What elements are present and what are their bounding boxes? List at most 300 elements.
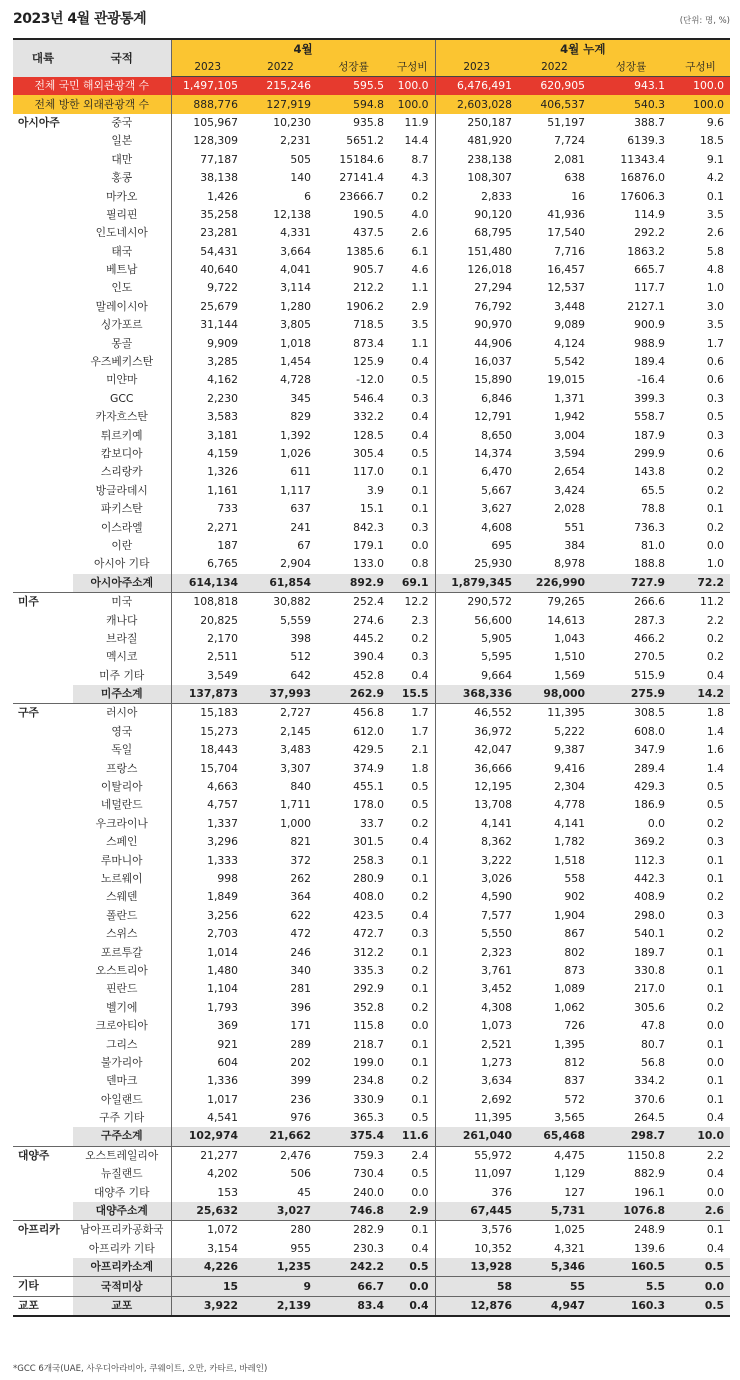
value-cell: 242.2 (317, 1258, 390, 1277)
table-row (13, 833, 730, 851)
nationality-cell: 네덜란드 (100, 798, 143, 812)
value-cell: 1,904 (554, 908, 585, 922)
value-cell: 250,187 (435, 114, 518, 132)
nationality-cell: 오스트레일리아 (85, 1148, 159, 1162)
value-cell: 1.1 (411, 336, 429, 350)
table-row (13, 426, 730, 444)
value-cell: 1.8 (411, 761, 429, 775)
subtotal-label: 대양주소계 (73, 1202, 171, 1221)
value-cell: 15,704 (171, 759, 244, 777)
value-cell: 7,716 (554, 244, 585, 258)
value-cell: 368,336 (435, 685, 518, 704)
value-cell: 546.4 (353, 391, 384, 405)
value-cell: -12.0 (356, 373, 384, 387)
value-cell: 0.1 (411, 1037, 429, 1051)
table-row (13, 888, 730, 906)
value-cell: 289 (290, 1037, 311, 1051)
value-cell: 137,873 (171, 685, 244, 704)
value-cell: 6,476,491 (435, 77, 518, 96)
value-cell: 23,281 (171, 224, 244, 242)
nationality-cell: 미주 기타 (99, 668, 145, 682)
continent-cell: 구주 (13, 704, 73, 1146)
value-cell: 1,337 (171, 815, 244, 833)
value-cell: 2,145 (280, 724, 311, 738)
value-cell: 3,452 (435, 980, 518, 998)
subtotal-label: 아프리카소계 (73, 1258, 171, 1277)
subtotal-label: 아시아주소계 (73, 574, 171, 593)
value-cell: 3,583 (171, 408, 244, 426)
header-col: 구성비 (671, 58, 730, 77)
nationality-cell: 그리스 (106, 1037, 138, 1051)
table-row (13, 851, 730, 869)
nationality-cell: 캄보디아 (100, 447, 143, 460)
value-cell: 4,590 (435, 888, 518, 906)
value-cell: 0.5 (411, 1111, 429, 1125)
value-cell: 4,159 (171, 445, 244, 463)
value-cell: 935.8 (353, 115, 384, 129)
header-nationality: 국적 (73, 39, 171, 77)
value-cell: 0.6 (706, 355, 725, 369)
value-cell: 905.7 (353, 263, 384, 277)
value-cell: 3,594 (554, 447, 585, 460)
nationality-cell: 이스라엘 (100, 520, 143, 534)
subtotal-row (13, 1277, 730, 1296)
value-cell: 2127.1 (627, 299, 665, 313)
value-cell: 188.8 (634, 557, 665, 571)
value-cell: 0.0 (671, 1277, 730, 1296)
value-cell: 638 (564, 171, 585, 185)
table-row (13, 1054, 730, 1072)
nationality-cell: 대만 (111, 152, 133, 166)
value-cell: 33.7 (359, 816, 384, 830)
value-cell: 30,882 (273, 595, 311, 609)
value-cell: 9,416 (554, 761, 585, 775)
value-cell: 126,018 (435, 261, 518, 279)
value-cell: 100.0 (671, 77, 730, 96)
value-cell: 9,722 (171, 279, 244, 297)
value-cell: 189.4 (634, 355, 665, 369)
value-cell: 13,708 (435, 796, 518, 814)
subtotal-label: 미주소계 (73, 685, 171, 704)
nationality-cell: 구주 기타 (99, 1111, 145, 1125)
nationality-cell: 카자흐스탄 (95, 410, 148, 424)
value-cell: 8,650 (435, 426, 518, 444)
value-cell: 3,285 (171, 353, 244, 371)
value-cell: 6139.3 (627, 134, 665, 148)
value-cell: 171 (290, 1019, 311, 1033)
table-row (13, 353, 730, 371)
value-cell: 4,124 (554, 336, 585, 350)
value-cell: 3.9 (366, 483, 384, 497)
table-row (13, 925, 730, 943)
nationality-cell: 인도네시아 (95, 226, 148, 240)
value-cell: 730.4 (353, 1167, 384, 1181)
table-body (13, 77, 730, 1317)
value-cell: 11.2 (699, 595, 725, 609)
nationality-cell: 브라질 (106, 631, 138, 645)
value-cell: 347.9 (634, 743, 665, 757)
value-cell: 330.8 (634, 963, 665, 977)
value-cell: 6,765 (171, 555, 244, 573)
table-row (13, 759, 730, 777)
value-cell: 1,392 (280, 428, 311, 442)
value-cell: 4,202 (171, 1165, 244, 1183)
value-cell: 12,791 (435, 408, 518, 426)
nationality-cell: 몽골 (111, 336, 133, 350)
value-cell: 0.4 (411, 668, 429, 682)
value-cell: 5,542 (554, 355, 585, 369)
value-cell: 4,308 (435, 999, 518, 1017)
value-cell: 69.1 (390, 574, 435, 593)
table-row (13, 630, 730, 648)
value-cell: 11.6 (390, 1127, 435, 1146)
value-cell: 15,183 (171, 704, 244, 723)
total-label: 전체 방한 외래관광객 수 (13, 95, 171, 113)
value-cell: 867 (564, 927, 585, 941)
value-cell: 4,162 (171, 371, 244, 389)
subtotal-row (13, 1127, 730, 1146)
value-cell: 226,990 (518, 574, 591, 593)
value-cell: 3,181 (171, 426, 244, 444)
value-cell: 4,947 (518, 1296, 591, 1316)
value-cell: 9.6 (706, 115, 725, 129)
table-row (13, 279, 730, 297)
value-cell: 604 (171, 1054, 244, 1072)
continent-cell: 아시아주 (13, 114, 73, 593)
value-cell: 3,922 (171, 1296, 244, 1316)
value-cell: 11,395 (547, 706, 585, 720)
value-cell: 4.6 (411, 263, 429, 277)
value-cell: 0.1 (411, 853, 429, 867)
value-cell: 196.1 (634, 1185, 665, 1199)
value-cell: 4,331 (280, 226, 311, 240)
value-cell: 429.5 (353, 743, 384, 757)
value-cell: 11,395 (435, 1109, 518, 1127)
value-cell: 840 (290, 780, 311, 794)
value-cell: 20,825 (171, 611, 244, 629)
value-cell: 301.5 (353, 835, 384, 849)
value-cell: 1863.2 (627, 244, 665, 258)
value-cell: 3,004 (554, 428, 585, 442)
value-cell: 298.0 (634, 908, 665, 922)
value-cell: 3,222 (435, 851, 518, 869)
table-row (13, 243, 730, 261)
value-cell: 976 (290, 1111, 311, 1125)
value-cell: 5.5 (591, 1277, 671, 1296)
value-cell: 888,776 (171, 95, 244, 113)
table-row (13, 500, 730, 518)
value-cell: 882.9 (634, 1167, 665, 1181)
value-cell: 365.3 (353, 1111, 384, 1125)
value-cell: 3,549 (171, 667, 244, 685)
value-cell: 558 (564, 871, 585, 885)
value-cell: 0.4 (706, 668, 725, 682)
subtotal-label: 구주소계 (73, 1127, 171, 1146)
value-cell: 4.8 (706, 263, 725, 277)
table-row (13, 741, 730, 759)
value-cell: 0.0 (706, 1055, 725, 1069)
table-row (13, 1035, 730, 1053)
value-cell: 151,480 (435, 243, 518, 261)
value-cell: 160.3 (591, 1296, 671, 1316)
value-cell: 308.5 (634, 706, 665, 720)
value-cell: 3,576 (435, 1221, 518, 1240)
value-cell: 0.4 (411, 908, 429, 922)
value-cell: 481,920 (435, 132, 518, 150)
value-cell: 189.7 (634, 945, 665, 959)
value-cell: 390.4 (353, 650, 384, 664)
table-row (13, 371, 730, 389)
value-cell: 622 (290, 908, 311, 922)
value-cell: 305.4 (353, 447, 384, 460)
value-cell: 0.1 (706, 1037, 725, 1051)
value-cell: 943.1 (591, 77, 671, 96)
value-cell: 27,294 (435, 279, 518, 297)
value-cell: 56.8 (640, 1055, 665, 1069)
value-cell: 1,510 (554, 650, 585, 664)
table-row (13, 667, 730, 685)
nationality-cell: 독일 (111, 743, 133, 757)
value-cell: 12,876 (435, 1296, 518, 1316)
table-row (13, 980, 730, 998)
value-cell: 15,273 (171, 723, 244, 741)
value-cell: 42,047 (435, 741, 518, 759)
value-cell: 2,833 (435, 187, 518, 205)
table-row (13, 1165, 730, 1183)
value-cell: 68,795 (435, 224, 518, 242)
nationality-cell: 폴란드 (106, 908, 138, 922)
value-cell: 1,497,105 (171, 77, 244, 96)
continent-cell: 미주 (13, 592, 73, 703)
value-cell: 452.8 (353, 668, 384, 682)
table-row (13, 224, 730, 242)
value-cell: 558.7 (634, 410, 665, 424)
value-cell: 1150.8 (627, 1148, 665, 1162)
value-cell: 0.1 (706, 853, 725, 867)
value-cell: 374.9 (353, 761, 384, 775)
value-cell: 0.1 (706, 982, 725, 996)
value-cell: 2.2 (706, 613, 725, 627)
value-cell: 1,043 (554, 631, 585, 645)
header-col: 성장률 (591, 58, 671, 77)
value-cell: 312.2 (353, 945, 384, 959)
value-cell: 335.3 (353, 963, 384, 977)
value-cell: 455.1 (353, 780, 384, 794)
value-cell: 334.2 (634, 1074, 665, 1088)
table-row (13, 1221, 730, 1240)
value-cell: 17606.3 (620, 189, 665, 203)
value-cell: 718.5 (353, 318, 384, 332)
value-cell: 72.2 (671, 574, 730, 593)
value-cell: 5,222 (554, 724, 585, 738)
value-cell: 6.1 (411, 244, 429, 258)
value-cell: 178.0 (353, 798, 384, 812)
value-cell: 90,970 (435, 316, 518, 334)
value-cell: 2,727 (280, 706, 311, 720)
value-cell: 0.4 (706, 1167, 725, 1181)
nationality-cell: 미국 (111, 595, 133, 609)
value-cell: 0.4 (411, 428, 429, 442)
value-cell: 2.1 (411, 743, 429, 757)
value-cell: 15184.6 (339, 152, 384, 166)
nationality-cell: GCC (110, 391, 134, 405)
table-row (13, 1090, 730, 1108)
value-cell: 1.4 (706, 724, 725, 738)
value-cell: 143.8 (634, 465, 665, 479)
value-cell: 0.3 (411, 927, 429, 941)
table-row (13, 1072, 730, 1090)
table-row (13, 592, 730, 611)
value-cell: 108,818 (171, 592, 244, 611)
value-cell: 802 (564, 945, 585, 959)
value-cell: 9 (244, 1277, 317, 1296)
value-cell: 0.1 (411, 945, 429, 959)
value-cell: 3,296 (171, 833, 244, 851)
value-cell: 16,457 (547, 263, 585, 277)
value-cell: 388.7 (634, 115, 665, 129)
value-cell: 0.0 (411, 538, 429, 552)
table-row (13, 815, 730, 833)
value-cell: 7,577 (435, 907, 518, 925)
value-cell: 25,679 (171, 298, 244, 316)
value-cell: 330.9 (353, 1092, 384, 1106)
value-cell: 812 (564, 1055, 585, 1069)
value-cell: 8,362 (435, 833, 518, 851)
value-cell: 17,540 (547, 226, 585, 240)
value-cell: 15.5 (390, 685, 435, 704)
value-cell: 727.9 (591, 574, 671, 593)
value-cell: 611 (290, 465, 311, 479)
value-cell: 873 (564, 963, 585, 977)
subtotal-row (13, 1296, 730, 1316)
nationality-cell: 우크라이나 (95, 816, 148, 830)
value-cell: 3,565 (554, 1111, 585, 1125)
value-cell: 0.0 (706, 1185, 725, 1199)
value-cell: 0.6 (706, 373, 725, 387)
nationality-cell: 덴마크 (106, 1074, 138, 1088)
value-cell: 0.1 (706, 871, 725, 885)
value-cell: 262.9 (317, 685, 390, 704)
value-cell: 572 (564, 1092, 585, 1106)
value-cell: 179.1 (353, 538, 384, 552)
value-cell: 0.1 (411, 483, 429, 497)
header-col: 성장률 (317, 58, 390, 77)
value-cell: 900.9 (634, 318, 665, 332)
value-cell: 258.3 (353, 853, 384, 867)
nationality-cell: 멕시코 (106, 650, 138, 664)
value-cell: 1,000 (280, 816, 311, 830)
value-cell: 2,521 (435, 1035, 518, 1053)
subtotal-label: 교포 (73, 1296, 171, 1316)
value-cell: 4.3 (411, 171, 429, 185)
value-cell: 3,256 (171, 907, 244, 925)
value-cell: 0.2 (706, 890, 725, 904)
value-cell: 133.0 (353, 557, 384, 571)
value-cell: 125.9 (353, 355, 384, 369)
nationality-cell: 남아프리카공화국 (80, 1223, 164, 1237)
value-cell: 736.3 (634, 520, 665, 534)
value-cell: 238,138 (435, 151, 518, 169)
value-cell: 0.4 (706, 1111, 725, 1125)
value-cell: 14.4 (404, 134, 429, 148)
value-cell: 2.9 (390, 1202, 435, 1221)
value-cell: 0.2 (411, 1074, 429, 1088)
value-cell: 472 (290, 927, 311, 941)
value-cell: 0.3 (706, 391, 725, 405)
nationality-cell: 스위스 (106, 927, 138, 941)
value-cell: 1,711 (280, 798, 311, 812)
table-row (13, 482, 730, 500)
value-cell: 65.5 (640, 483, 665, 497)
value-cell: 139.6 (634, 1241, 665, 1255)
value-cell: 0.6 (706, 447, 725, 460)
value-cell: 12,537 (547, 281, 585, 295)
value-cell: 4,226 (171, 1258, 244, 1277)
value-cell: 65,468 (518, 1127, 591, 1146)
value-cell: 2.6 (706, 226, 725, 240)
value-cell: 0.0 (390, 1277, 435, 1296)
value-cell: 102,974 (171, 1127, 244, 1146)
value-cell: 2,654 (554, 465, 585, 479)
value-cell: 0.2 (706, 927, 725, 941)
nationality-cell: 우즈베키스탄 (90, 355, 154, 369)
page-title: 2023년 4월 관광통계 (13, 11, 147, 27)
value-cell: 0.8 (411, 557, 429, 571)
value-cell: 0.1 (706, 963, 725, 977)
nationality-cell: 스페인 (106, 835, 138, 849)
value-cell: 1076.8 (591, 1202, 671, 1221)
value-cell: 61,854 (244, 574, 317, 593)
header-col: 구성비 (390, 58, 435, 77)
unit-label: (단위: 명, %) (679, 16, 730, 26)
value-cell: 153 (171, 1183, 244, 1201)
value-cell: 10,352 (435, 1240, 518, 1258)
value-cell: 127 (564, 1185, 585, 1199)
value-cell: 1.8 (706, 706, 725, 720)
value-cell: 35,258 (171, 206, 244, 224)
table-row (13, 778, 730, 796)
value-cell: 384 (564, 538, 585, 552)
table-row (13, 187, 730, 205)
value-cell: 212.2 (353, 281, 384, 295)
value-cell: 248.9 (634, 1223, 665, 1237)
table-row (13, 334, 730, 352)
value-cell: 595.5 (317, 77, 390, 96)
header-col: 2022 (244, 58, 317, 77)
value-cell: 0.2 (411, 1000, 429, 1014)
table-row (13, 907, 730, 925)
value-cell: 76,792 (435, 298, 518, 316)
total-label: 전체 국민 해외관광객 수 (13, 77, 171, 96)
table-row (13, 169, 730, 187)
value-cell: 1.7 (706, 336, 725, 350)
value-cell: 1,454 (280, 355, 311, 369)
value-cell: 2,170 (171, 630, 244, 648)
value-cell: 1,014 (171, 943, 244, 961)
value-cell: 540.1 (634, 927, 665, 941)
value-cell: 398 (290, 631, 311, 645)
nationality-cell: 파키스탄 (100, 502, 143, 516)
header-col: 2022 (518, 58, 591, 77)
value-cell: 80.7 (640, 1037, 665, 1051)
value-cell: 1,426 (171, 187, 244, 205)
nationality-cell: 대양주 기타 (93, 1185, 150, 1199)
value-cell: 7,724 (554, 134, 585, 148)
value-cell: 0.2 (706, 483, 725, 497)
value-cell: 5651.2 (346, 134, 384, 148)
value-cell: 1,072 (171, 1221, 244, 1240)
value-cell: 759.3 (353, 1148, 384, 1162)
